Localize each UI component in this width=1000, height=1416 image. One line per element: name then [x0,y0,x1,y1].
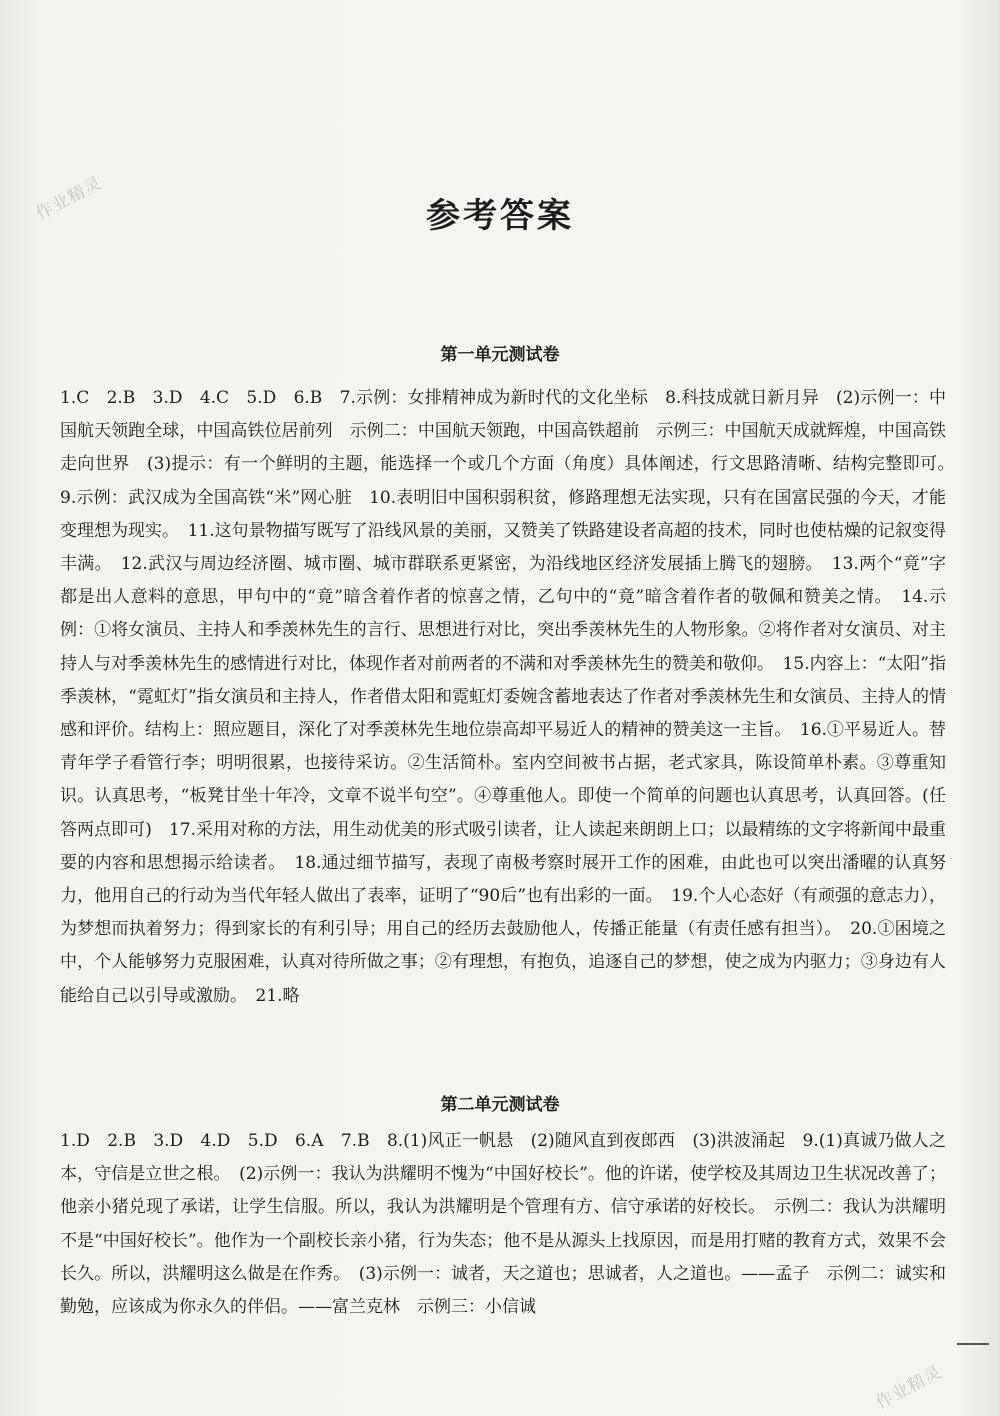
watermark-top: 作业精灵 [32,172,106,225]
page-edge-mark [957,1343,989,1345]
section-text-unit-2: 1.D 2.B 3.D 4.D 5.D 6.A 7.B 8.(1)风正一帆悬 (2)随风直到夜郎西 (3)洪波涌起 9.(1)真诚乃做人之本，守信是立世之根。 (2)示例一：我认为洪耀明不愧为“中国好校长”。他的许诺，使学校及其周边卫生状况改善了；他亲小猪兑现了承诺，让学生信服。所以，我认为洪耀明是个管理有方、信守承诺的好校长。 示例二：我认为洪耀明不是“中国好校长”。他作为一个副校长亲小猪，行为失态；他不是从源头上找原因，而是用打赌的教育方式，效果不会长久。所以，洪耀明这么做是在作秀。 (3)示例一：诚者，天之道也；思诚者，人之道也。——孟子 示例二：诚实和勤勉，应该成为你永久的伴侣。——富兰克林 示例三：小信诚 [60,1131,946,1318]
watermark-bottom: 作业精灵 [872,1361,946,1414]
section-title-unit-2: 第二单元测试卷 [440,1095,560,1115]
page-title: 参考答案 [426,196,574,236]
section-text-unit-1: 1.C 2.B 3.D 4.C 5.D 6.B 7.示例：女排精神成为新时代的文化坐标 8.科技成就日新月异 (2)示例一：中国航天领跑全球，中国高铁位居前列 示例二：中国航天领跑，中国高铁超前 示例三：中国航天成就辉煌，中国高铁走向世界 (3)提示：有一个鲜明的主题，能选择一个或几个方面（角度）具体阐述，行文思路清晰、结构完整即可。 9.示例：武汉成为全国高铁“米”网心脏 10.表明旧中国积弱积贫，修路理想无法实现，只有在国富民强的今天，才能变理想为现实。 11.这句景物描写既写了沿线风景的美丽，又赞美了铁路建设者高超的技术，同时也使枯燥的记叙变得丰满。 12.武汉与周边经济圈、城市圈、城市群联系更紧密，为沿线地区经济发展插上腾飞的翅膀。 13.两个“竟”字都是出人意料的意思，甲句中的“竟”暗含着作者的惊喜之情，乙句中的“竟”暗含着作者的敬佩和赞美之情。 14.示例：①将女演员、主持人和季羡林先生的言行、思想进行对比，突出季羡林先生的人物形象。②将作者对女演员、对主持人与对季羡林先生的感情进行对比，体现作者对前两者的不满和对季羡林先生的赞美和敬仰。 15.内容上：“太阳”指季羡林，“霓虹灯”指女演员和主持人，作者借太阳和霓虹灯委婉含蓄地表达了作者对季羡林先生和女演员、主持人的情感和评价。结构上：照应题目，深化了对季羡林先生地位崇高却平易近人的精神的赞美这一主旨。 16.①平易近人。替青年学子看管行李；明明很累，也接待采访。②生活简朴。室内空间被书占据，老式家具，陈设简单朴素。③尊重知识。认真思考，“板凳甘坐十年冷，文章不说半句空”。④尊重他人。即使一个简单的问题也认真思考，认真回答。(任答两点即可) 17.采用对称的方法，用生动优美的形式吸引读者，让人读起来朗朗上口；以最精练的文字将新闻中最重要的内容和思想揭示给读者。 18.通过细节描写，表现了南极考察时展开工作的困难，由此也可以突出潘曜的认真努力，他用自己的行动为当代年轻人做出了表率，证明了“90后”也有出彩的一面。 19.个人心态好（有顽强的意志力），为梦想而执着努力；得到家长的有利引导；用自己的经历去鼓励他人，传播正能量（有责任感有担当）。 20.①困境之中，个人能够努力克服困难，认真对待所做之事；②有理想，有抱负，追逐自己的梦想，使之成为内驱力；③身边有人能给自己以引导或激励。 21.略 [60,388,963,1006]
section-title-unit-1: 第一单元测试卷 [440,345,560,365]
